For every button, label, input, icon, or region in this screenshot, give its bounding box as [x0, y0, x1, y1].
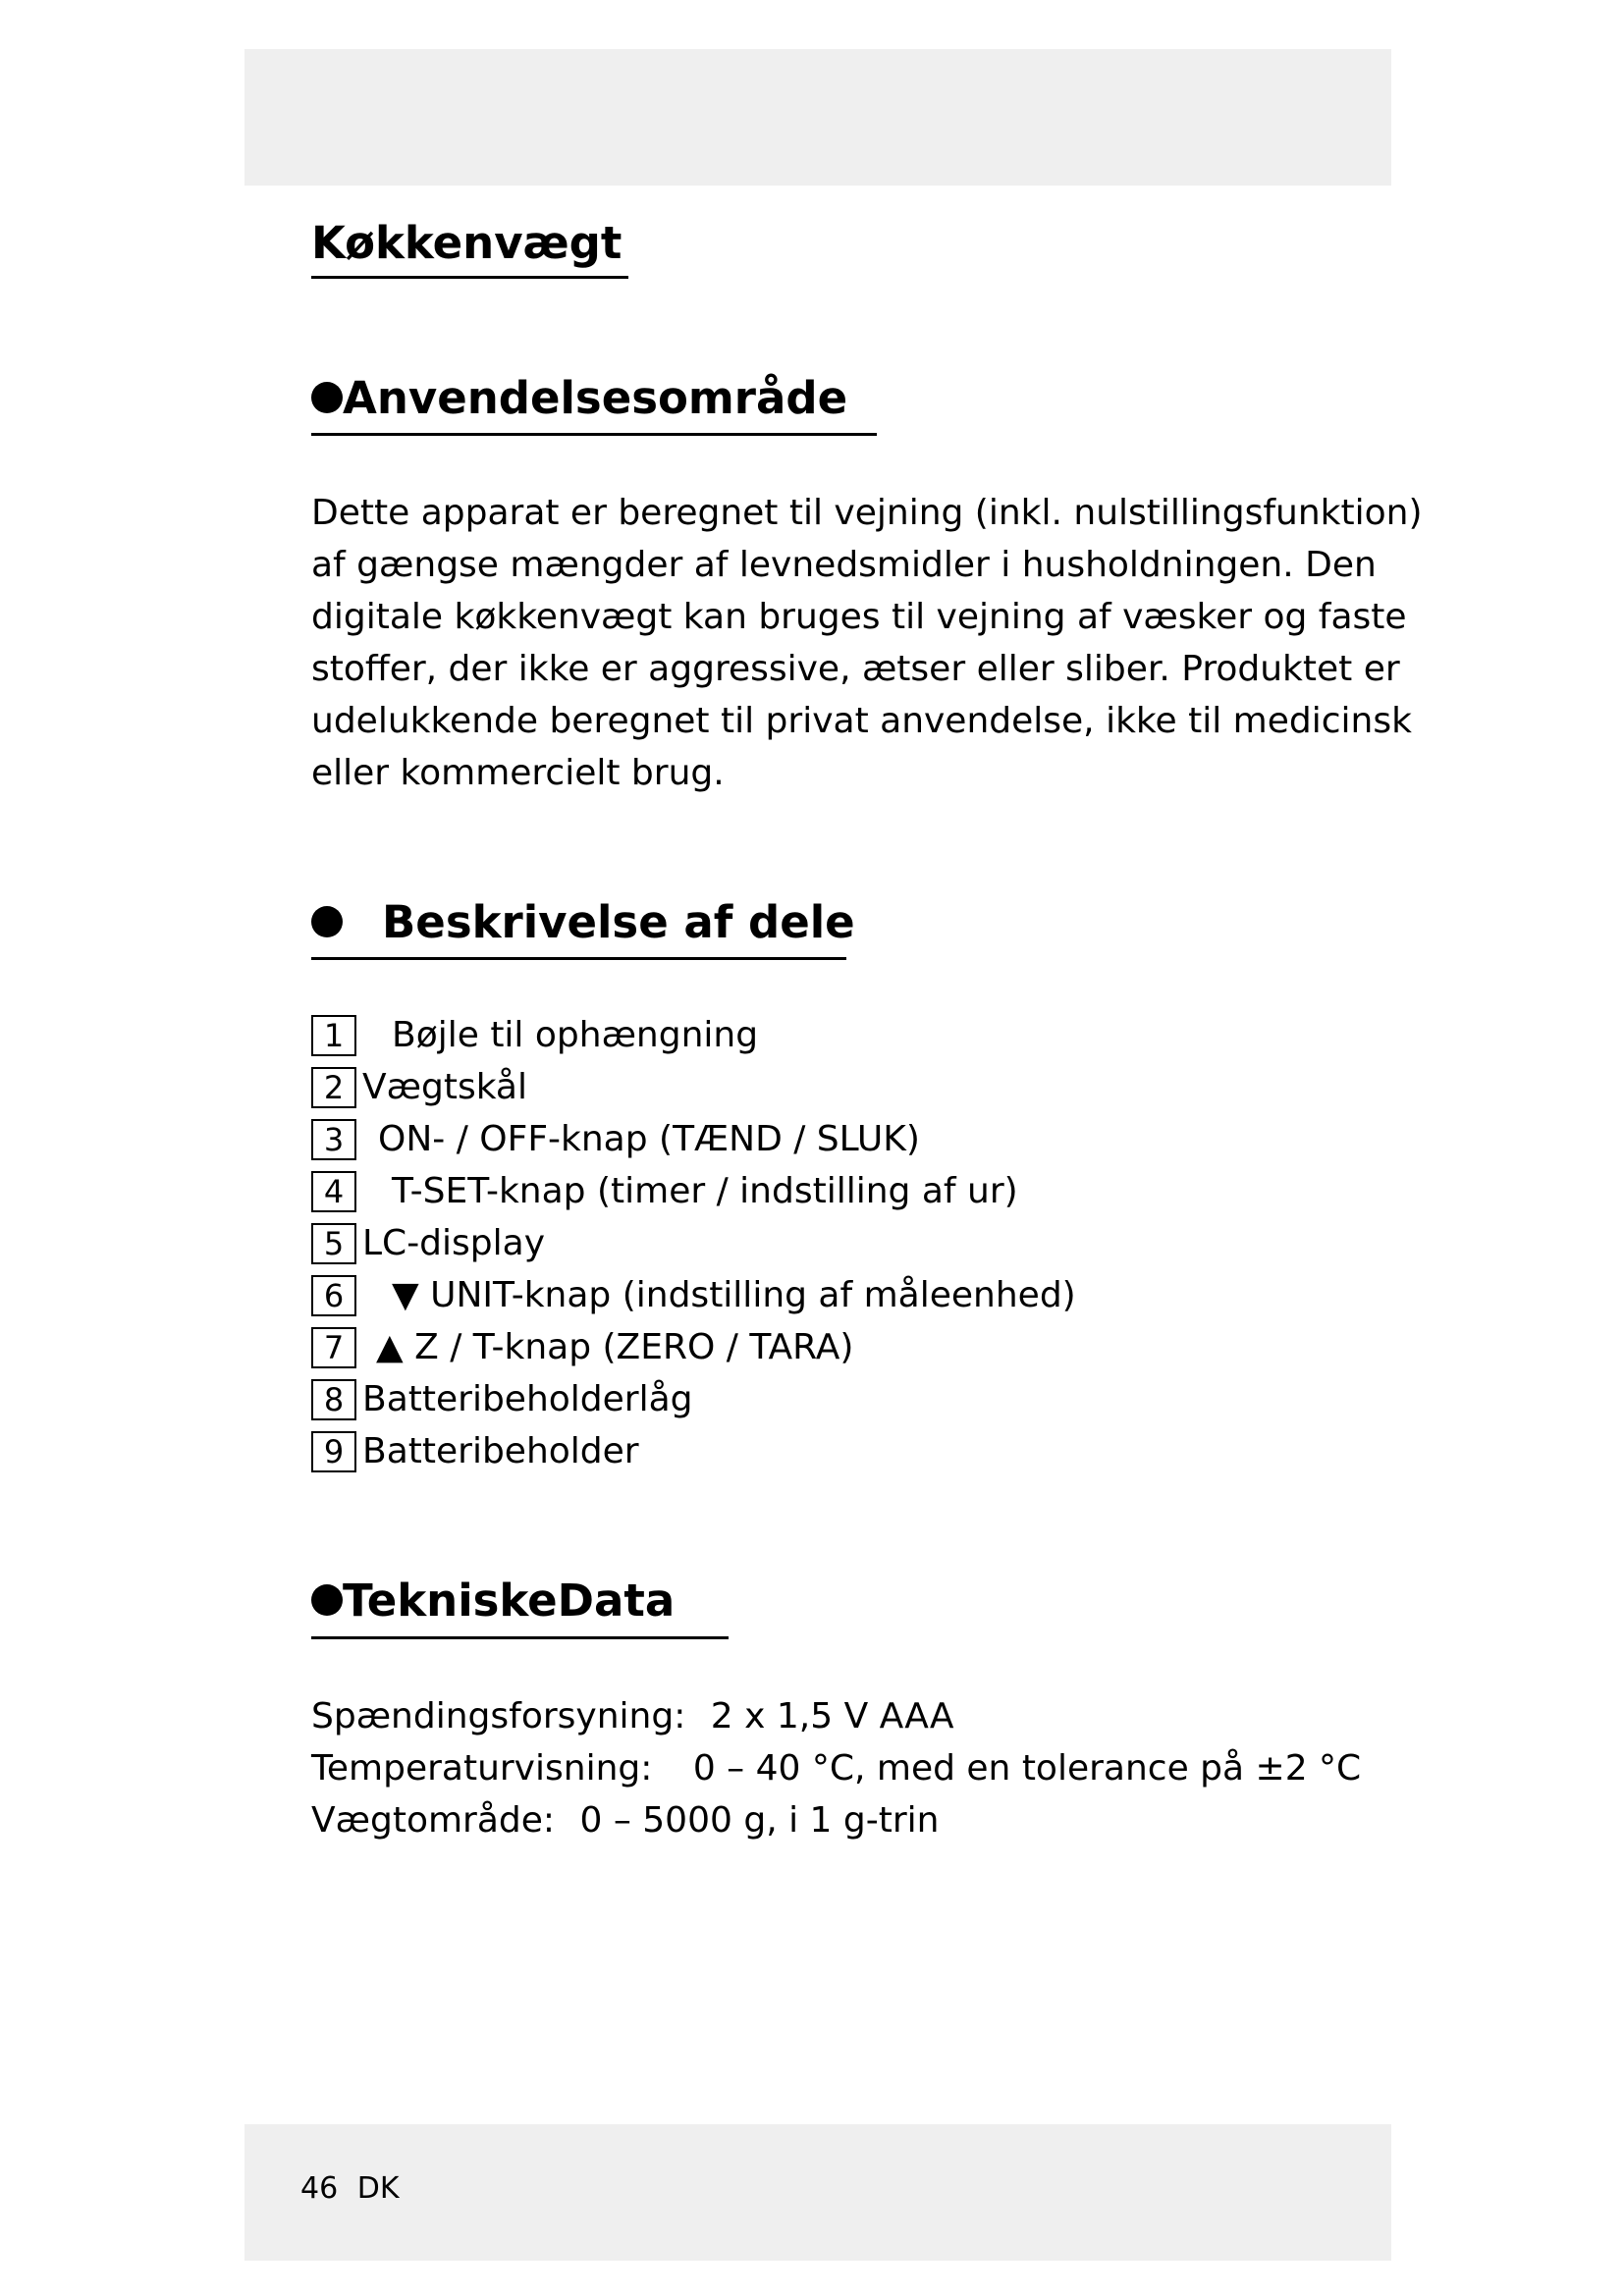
technical-data: [311, 1690, 1361, 1846]
technical-heading-text: TekniskeData: [343, 1575, 676, 1627]
bullet-icon: [311, 382, 343, 413]
tech-row: [311, 1690, 1361, 1742]
tech-label: Spændingsforsyning:: [311, 1696, 686, 1736]
part-number: 5: [311, 1223, 356, 1264]
part-number: 3: [311, 1119, 356, 1160]
bullet-icon: [311, 1584, 343, 1616]
parts-heading-text: Beskrivelse af dele: [382, 896, 855, 948]
parts-list: [311, 1009, 1076, 1477]
tech-label: Temperaturvisning:: [311, 1748, 653, 1789]
page-number: 46: [300, 2171, 339, 2206]
language-code: DK: [356, 2171, 400, 2206]
technical-heading-rule: [311, 1636, 729, 1639]
tech-value: 0 – 5000 g, i 1 g-trin: [579, 1800, 940, 1841]
tech-row: [311, 1794, 1361, 1846]
part-number: 4: [311, 1171, 356, 1212]
list-item: [311, 1009, 1076, 1061]
list-item: [311, 1061, 1076, 1113]
part-label: Bøjle til ophængning: [392, 1015, 759, 1055]
usage-line: eller kommercielt brug.: [311, 753, 725, 793]
usage-line: Dette apparat er beregnet til vejning (inkl. nulstillingsfunktion): [311, 493, 1423, 533]
usage-line: stoffer, der ikke er aggressive, ætser eller sliber. Produktet er: [311, 649, 1400, 689]
list-item: [311, 1113, 1076, 1165]
part-label: ▲ Z / T-knap (ZERO / TARA): [376, 1327, 854, 1367]
part-number: 1: [311, 1015, 356, 1056]
part-number: 6: [311, 1275, 356, 1316]
part-number: 2: [311, 1067, 356, 1108]
part-number: 8: [311, 1379, 356, 1420]
bullet-icon: [311, 906, 343, 937]
technical-heading: [311, 1572, 675, 1630]
part-label: ON- / OFF-knap (TÆND / SLUK): [378, 1119, 920, 1159]
part-label: T-SET-knap (timer / indstilling af ur): [392, 1171, 1018, 1211]
list-item: [311, 1373, 1076, 1425]
part-label: Vægtskål: [362, 1067, 527, 1107]
list-item: [311, 1165, 1076, 1217]
tech-value: 0 – 40 °C, med en tolerance på ±2 °C: [692, 1748, 1362, 1789]
page-footer: [300, 2169, 400, 2209]
footer-band: [244, 2124, 1391, 2261]
usage-line: digitale køkkenvægt kan bruges til vejning af væsker og faste: [311, 597, 1407, 637]
part-number: 9: [311, 1431, 356, 1472]
tech-value: 2 x 1,5 V AAA: [710, 1696, 954, 1736]
usage-heading-rule: [311, 433, 877, 436]
usage-heading: [311, 369, 847, 428]
list-item: [311, 1425, 1076, 1477]
part-label: ▼ UNIT-knap (indstilling af måleenhed): [392, 1275, 1076, 1315]
list-item: [311, 1321, 1076, 1373]
header-band: [244, 49, 1391, 186]
page-title: Køkkenvægt: [311, 217, 623, 269]
tech-label: Vægtområde:: [311, 1800, 556, 1841]
list-item: [311, 1217, 1076, 1269]
usage-line: udelukkende beregnet til privat anvendelse, ikke til medicinsk: [311, 701, 1412, 741]
parts-heading: [311, 893, 855, 952]
title-underline: [311, 276, 628, 279]
part-number: 7: [311, 1327, 356, 1368]
parts-heading-rule: [311, 957, 846, 960]
usage-line: af gængse mængder af levnedsmidler i husholdningen. Den: [311, 545, 1377, 585]
list-item: [311, 1269, 1076, 1321]
usage-heading-text: Anvendelsesområde: [343, 372, 848, 424]
part-label: Batteribeholderlåg: [362, 1379, 693, 1419]
part-label: LC-display: [362, 1223, 546, 1263]
usage-paragraph: [311, 487, 1423, 799]
tech-row: [311, 1742, 1361, 1794]
part-label: Batteribeholder: [362, 1431, 639, 1471]
